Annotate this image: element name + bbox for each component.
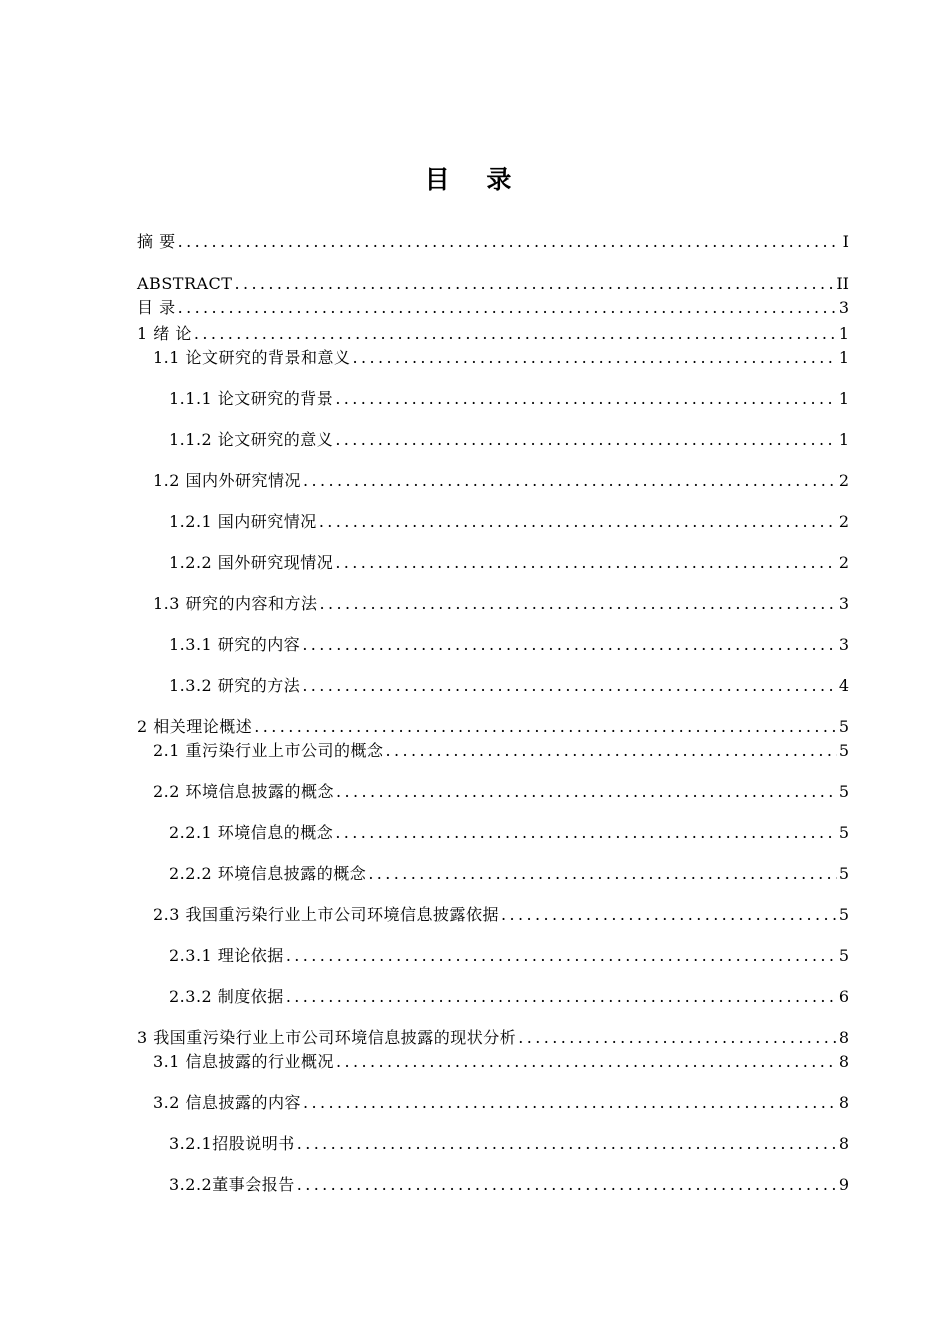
toc-entry-page: 1 [838,389,849,408]
toc-entry-page: 8 [838,1134,849,1153]
dot-leader [386,741,837,761]
toc-entry[interactable] [169,946,849,966]
dot-leader [368,864,837,884]
dot-leader [320,594,837,614]
dot-leader [178,232,841,252]
toc-entry[interactable] [153,1093,849,1113]
dot-leader [335,389,837,409]
toc-entry[interactable] [169,676,849,696]
toc-entry[interactable] [153,1052,849,1072]
toc-entry-label: 3.2.2董事会报告 [169,1175,295,1194]
toc-entry[interactable] [153,594,849,614]
toc-entry[interactable] [169,864,849,884]
toc-entry-page: 5 [838,946,849,965]
dot-leader [297,1175,837,1195]
toc-entry[interactable] [169,635,849,655]
toc-entry-label: 3.2 信息披露的内容 [153,1093,302,1112]
toc-entry[interactable] [169,553,849,573]
dot-leader [178,298,837,318]
toc-entry[interactable] [169,1175,849,1195]
page-title: 目 录 [424,165,526,194]
toc-entry-page: 3 [838,635,849,654]
toc-entry-label: 2.2.2 环境信息披露的概念 [169,864,367,883]
toc-entry-page: 1 [838,324,849,343]
toc-entry[interactable] [169,1134,849,1154]
toc-entry-label: 目 录 [137,298,176,317]
toc-entry-label: 1.1.1 论文研究的背景 [169,389,334,408]
toc-entry-label: 3.2.1招股说明书 [169,1134,295,1153]
toc-entry-label: 3 我国重污染行业上市公司环境信息披露的现状分析 [137,1028,517,1047]
toc-entry[interactable] [137,717,849,737]
dot-leader [286,987,837,1007]
toc-entry-label: 2 相关理论概述 [137,717,253,736]
dot-leader [302,676,837,696]
toc-entry[interactable] [169,430,849,450]
toc-entry-page: 2 [838,553,849,572]
toc-entry-page: II [836,274,849,293]
toc-entry-page: 1 [838,430,849,449]
toc-entry-page: 8 [838,1028,849,1047]
dot-leader [336,1052,837,1072]
toc-entry-label: 1.1 论文研究的背景和意义 [153,348,351,367]
toc-entry-page: 2 [838,512,849,531]
toc-entry[interactable] [137,274,849,294]
dot-leader [335,430,837,450]
toc-entry-page: 5 [838,741,849,760]
dot-leader [302,635,837,655]
toc-entry-label: 2.2 环境信息披露的概念 [153,782,335,801]
toc-entry-label: 3.1 信息披露的行业概况 [153,1052,335,1071]
dot-leader [518,1028,837,1048]
toc-entry[interactable] [169,512,849,532]
toc-entry-page: 2 [838,471,849,490]
toc-entry[interactable] [137,232,849,252]
dot-leader [335,823,837,843]
toc-entry-page: 5 [838,717,849,736]
toc-entry-label: 2.2.1 环境信息的概念 [169,823,334,842]
toc-entry-label: 摘 要 [137,232,176,251]
dot-leader [303,1093,837,1113]
toc-entry-page: I [842,232,849,251]
toc-entry-label: 1.2.2 国外研究现情况 [169,553,334,572]
dot-leader [501,905,837,925]
dot-leader [254,717,837,737]
toc-entry-page: 5 [838,864,849,883]
toc-entry-label: ABSTRACT [137,274,233,293]
dot-leader [353,348,837,368]
toc-entry-label: 1.3 研究的内容和方法 [153,594,318,613]
toc-entry-page: 5 [838,782,849,801]
toc-entry[interactable] [137,324,849,344]
toc-entry-label: 1.3.2 研究的方法 [169,676,301,695]
toc-entry-label: 1.3.1 研究的内容 [169,635,301,654]
toc-entry[interactable] [169,389,849,409]
toc-entry-page: 9 [838,1175,849,1194]
dot-leader [286,946,837,966]
dot-leader [336,782,837,802]
toc-entry[interactable] [153,471,849,491]
dot-leader [297,1134,837,1154]
toc-entry-page: 5 [838,905,849,924]
dot-leader [319,512,837,532]
toc-entry-label: 2.3.2 制度依据 [169,987,284,1006]
toc-entry[interactable] [169,823,849,843]
toc-entry-page: 4 [838,676,849,695]
toc-entry[interactable] [153,741,849,761]
dot-leader [194,324,837,344]
toc-entry[interactable] [169,987,849,1007]
toc-entry-label: 1.2.1 国内研究情况 [169,512,317,531]
toc-entry[interactable] [153,905,849,925]
toc-entry-page: 8 [838,1093,849,1112]
toc-entry-label: 2.3 我国重污染行业上市公司环境信息披露依据 [153,905,500,924]
toc-entry-label: 1.2 国内外研究情况 [153,471,302,490]
toc-entry[interactable] [153,348,849,368]
toc-entry-page: 5 [838,823,849,842]
dot-leader [335,553,837,573]
dot-leader [234,274,834,294]
toc-entry-label: 1.1.2 论文研究的意义 [169,430,334,449]
toc-entry[interactable] [137,298,849,318]
dot-leader [303,471,837,491]
toc-entry-label: 2.1 重污染行业上市公司的概念 [153,741,384,760]
toc-entry-page: 3 [838,594,849,613]
toc-entry-label: 2.3.1 理论依据 [169,946,284,965]
toc-entry[interactable] [153,782,849,802]
toc-entry-page: 3 [838,298,849,317]
toc-entry[interactable] [137,1028,849,1048]
toc-entry-page: 8 [838,1052,849,1071]
toc-entry-label: 1 绪 论 [137,324,192,343]
toc-entry-page: 6 [838,987,849,1006]
toc-entry-page: 1 [838,348,849,367]
